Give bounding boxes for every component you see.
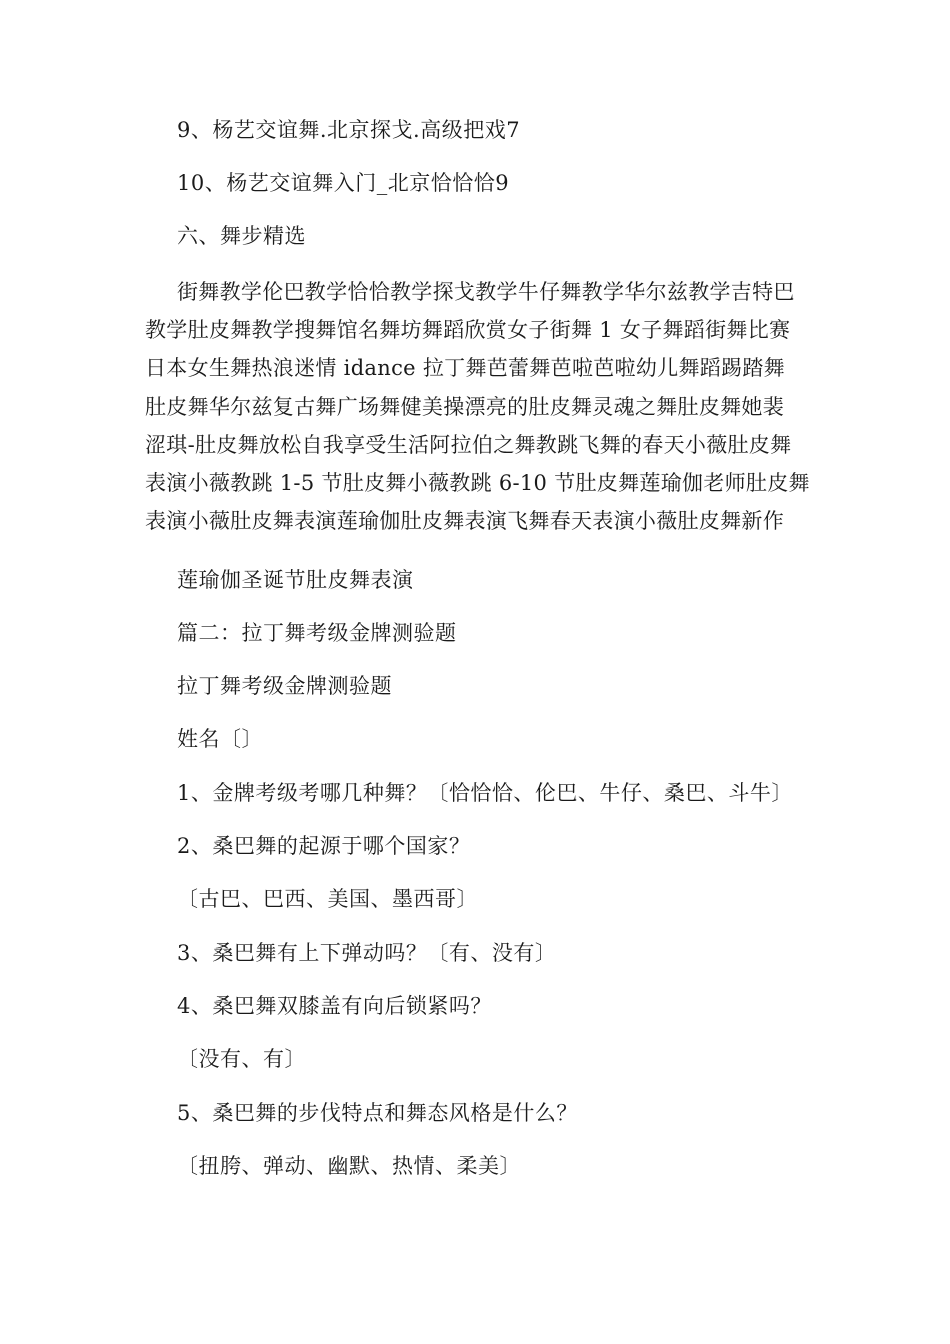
paragraph-line: 教学肚皮舞教学搜舞馆名舞坊舞蹈欣赏女子街舞 1 女子舞蹈街舞比赛: [145, 318, 791, 343]
paragraph-line: 日本女生舞热浪迷情 idance 拉丁舞芭蕾舞芭啦芭啦幼儿舞蹈踢踏舞: [145, 356, 785, 381]
answer-line: 〔古巴、巴西、美国、墨西哥〕: [177, 887, 478, 911]
question-line: 1、金牌考级考哪几种舞？〔恰恰恰、伦巴、牛仔、桑巴、斗牛〕: [177, 781, 793, 805]
question-line: 4、桑巴舞双膝盖有向后锁紧吗？: [177, 994, 492, 1018]
text-line: 莲瑜伽圣诞节肚皮舞表演: [177, 568, 414, 592]
paragraph-line: 涩琪-肚皮舞放松自我享受生活阿拉伯之舞教跳飞舞的春天小薇肚皮舞: [145, 432, 792, 457]
text-line: 9、杨艺交谊舞.北京探戈.高级把戏7: [177, 118, 521, 142]
paragraph-line: 表演小薇教跳 1-5 节肚皮舞小薇教跳 6-10 节肚皮舞莲瑜伽老师肚皮舞: [145, 471, 810, 496]
answer-line: 〔扭胯、弹动、幽默、热情、柔美〕: [177, 1154, 521, 1178]
dance-list-paragraph: [145, 273, 815, 540]
section-heading: 六、舞步精选: [177, 224, 306, 248]
answer-line: 〔没有、有〕: [177, 1047, 306, 1071]
paragraph-line: 肚皮舞华尔兹复古舞广场舞健美操漂亮的肚皮舞灵魂之舞肚皮舞她裴: [145, 394, 784, 419]
paragraph-line: 街舞教学伦巴教学恰恰教学探戈教学牛仔舞教学华尔兹教学吉特巴: [177, 280, 795, 304]
text-line: 10、杨艺交谊舞入门_北京恰恰恰9: [177, 171, 510, 195]
quiz-title: 拉丁舞考级金牌测验题: [177, 674, 392, 698]
name-field-line: 姓名〔〕: [177, 727, 263, 751]
question-line: 5、桑巴舞的步伐特点和舞态风格是什么？: [177, 1101, 578, 1125]
section-heading: 篇二：拉丁舞考级金牌测验题: [177, 621, 457, 645]
question-line: 3、桑巴舞有上下弹动吗？〔有、没有〕: [177, 941, 557, 965]
question-line: 2、桑巴舞的起源于哪个国家？: [177, 834, 471, 858]
paragraph-line: 表演小薇肚皮舞表演莲瑜伽肚皮舞表演飞舞春天表演小薇肚皮舞新作: [145, 509, 784, 534]
